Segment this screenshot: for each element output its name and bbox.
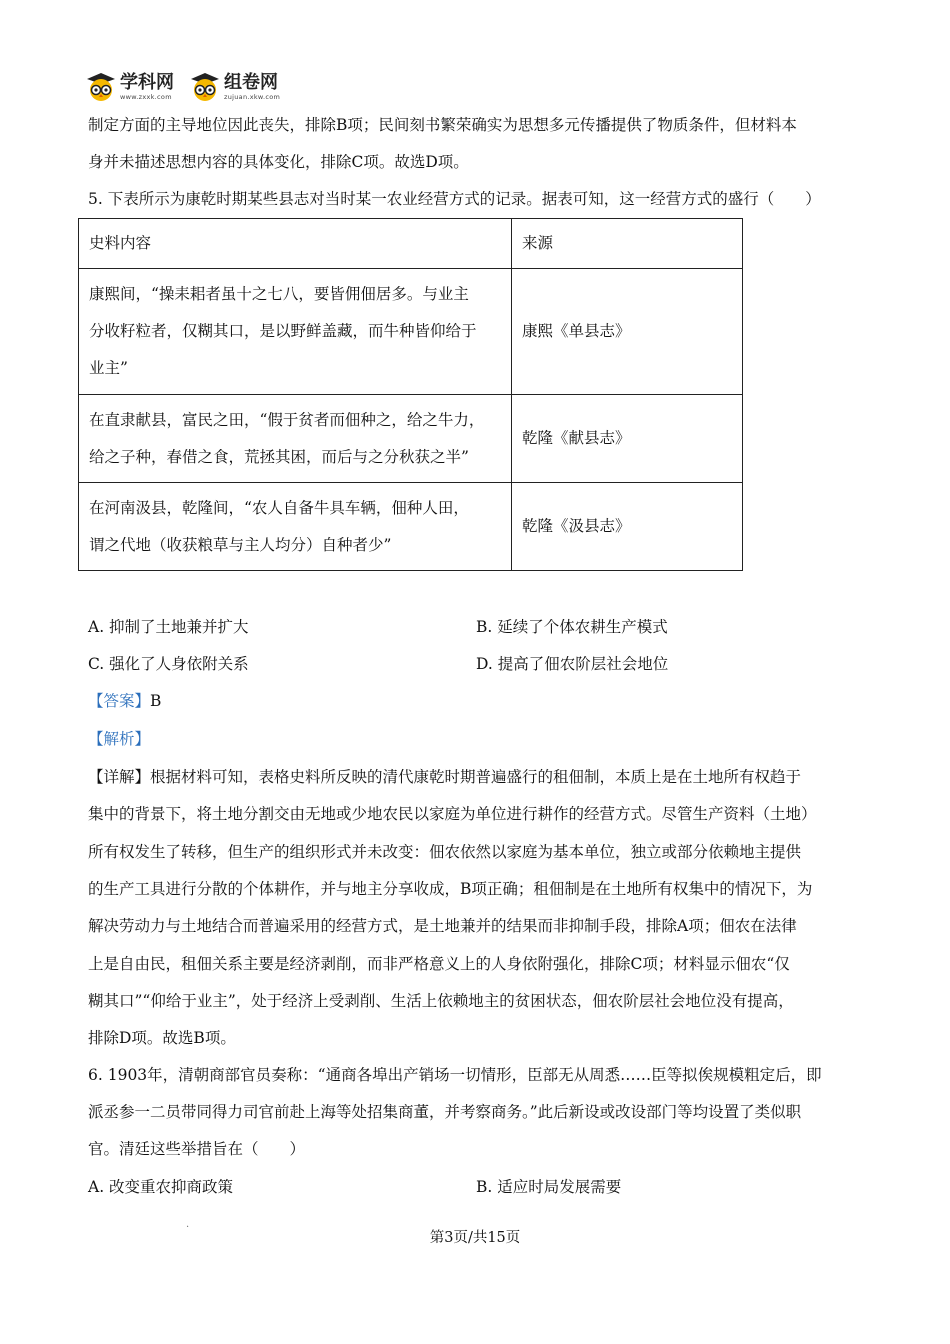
q5-option-b: B. 延续了个体农耕生产模式 <box>476 618 668 636</box>
q6-stem-line: 官。清廷这些举措旨在（ ） <box>88 1140 306 1158</box>
q6-option-a: A. 改变重农抑商政策 <box>88 1178 234 1196</box>
cell-line: 业主” <box>89 359 128 377</box>
owl-mascot-icon <box>190 72 220 102</box>
detail-line: 排除D项。故选B项。 <box>88 1029 236 1047</box>
logo-zujuanwang-name: 组卷网 <box>224 72 278 93</box>
answer-value: B <box>150 692 162 710</box>
table-cell-source: 乾隆《献县志》 <box>512 395 743 483</box>
page-number: 第3页/共15页 <box>429 1230 521 1246</box>
cell-line: 在河南汲县，乾隆间，“农人自备牛具车辆，佃种人田， <box>89 498 469 517</box>
table-header-source: 来源 <box>512 219 743 269</box>
analysis-label: 【解析】 <box>88 730 151 748</box>
table-cell-content <box>79 269 512 395</box>
answer-line <box>88 691 161 711</box>
q5-stem: 5. 下表所示为康乾时期某些县志对当时某一农业经营方式的记录。据表可知，这一经营方式的盛行（ ） <box>88 190 821 208</box>
logo-zujuanwang <box>190 70 280 104</box>
answer-label: 【答案】 <box>88 692 151 710</box>
table-header-row <box>79 219 743 269</box>
detail-line: 【详解】根据材料可知，表格史料所反映的清代康乾时期普遍盛行的租佃制，本质上是在土地所有权趋于 <box>88 768 802 786</box>
q6-stem-line: 派丞参一二员带同得力司官前赴上海等处招集商董，并考察商务。”此后新设或改设部门等均设置了类似职 <box>88 1103 802 1121</box>
detail-line: 的生产工具进行分散的个体耕作，并与地主分享收成，B项正确；租佃制是在土地所有权集中的情况下，为 <box>88 880 813 898</box>
logo-xuekewang-url: www.zxxk.com <box>120 93 172 101</box>
intro-line: 制定方面的主导地位因此丧失，排除B项；民间刻书繁荣确实为思想多元传播提供了物质条件，但材料本 <box>88 116 797 134</box>
table-cell-content <box>79 483 512 571</box>
q5-option-a: A. 抑制了土地兼并扩大 <box>88 618 249 636</box>
logo-xuekewang <box>86 70 174 104</box>
cell-line: 给之子种，春借之食，荒拯其困，而后与之分秋获之半” <box>89 447 469 466</box>
logo-zujuanwang-url: zujuan.xkw.com <box>224 93 281 101</box>
detail-line: 上是自由民，租佃关系主要是经济剥削，而非严格意义上的人身依附强化，排除C项；材料显示佃农“仅 <box>88 955 790 973</box>
logo-xuekewang-name: 学科网 <box>120 72 174 93</box>
table-row <box>79 395 743 483</box>
cell-line: 在直隶献县，富民之田，“假于贫者而佃种之，给之牛力， <box>89 410 485 429</box>
source-table <box>78 218 743 571</box>
cell-line: 分收籽粒者，仅糊其口，是以野鲜盖藏，而牛种皆仰给于 <box>89 322 477 340</box>
q5-option-d: D. 提高了佃农阶层社会地位 <box>476 655 669 673</box>
q5-option-c: C. 强化了人身依附关系 <box>88 655 249 673</box>
table-row <box>79 269 743 395</box>
owl-mascot-icon <box>86 72 116 102</box>
footer-dot: · <box>186 1222 190 1233</box>
detail-line: 解决劳动力与土地结合而普遍采用的经营方式，是土地兼并的结果而非抑制手段，排除A项；佃农在法律 <box>88 917 797 935</box>
detail-line: 集中的背景下，将土地分割交由无地或少地农民以家庭为单位进行耕作的经营方式。尽管生产资料（土地） <box>88 805 817 823</box>
cell-line: 康熙间，“操耒耜者虽十之七八，要皆佣佃居多。与业主 <box>89 285 469 303</box>
q6-option-b: B. 适应时局发展需要 <box>476 1178 622 1196</box>
table-cell-content <box>79 395 512 483</box>
table-cell-source: 乾隆《汲县志》 <box>512 483 743 571</box>
table-row <box>79 483 743 571</box>
cell-line: 谓之代地（收获粮草与主人均分）自种者少” <box>89 535 392 554</box>
q6-stem-line: 6. 1903年，清朝商部官员奏称：“通商各埠出产销场一切情形，臣部无从周悉……臣等拟俟规模粗定后，即 <box>88 1066 822 1084</box>
table-cell-source: 康熙《单县志》 <box>512 269 743 395</box>
table-header-content: 史料内容 <box>79 219 512 269</box>
intro-line: 身并未描述思想内容的具体变化，排除C项。故选D项。 <box>88 153 469 171</box>
detail-line: 糊其口”“仰给于业主”，处于经济上受剥削、生活上依赖地主的贫困状态，佃农阶层社会地位没有提高， <box>88 992 794 1010</box>
detail-line: 所有权发生了转移，但生产的组织形式并未改变：佃农依然以家庭为基本单位，独立或部分依赖地主提供 <box>88 843 802 861</box>
